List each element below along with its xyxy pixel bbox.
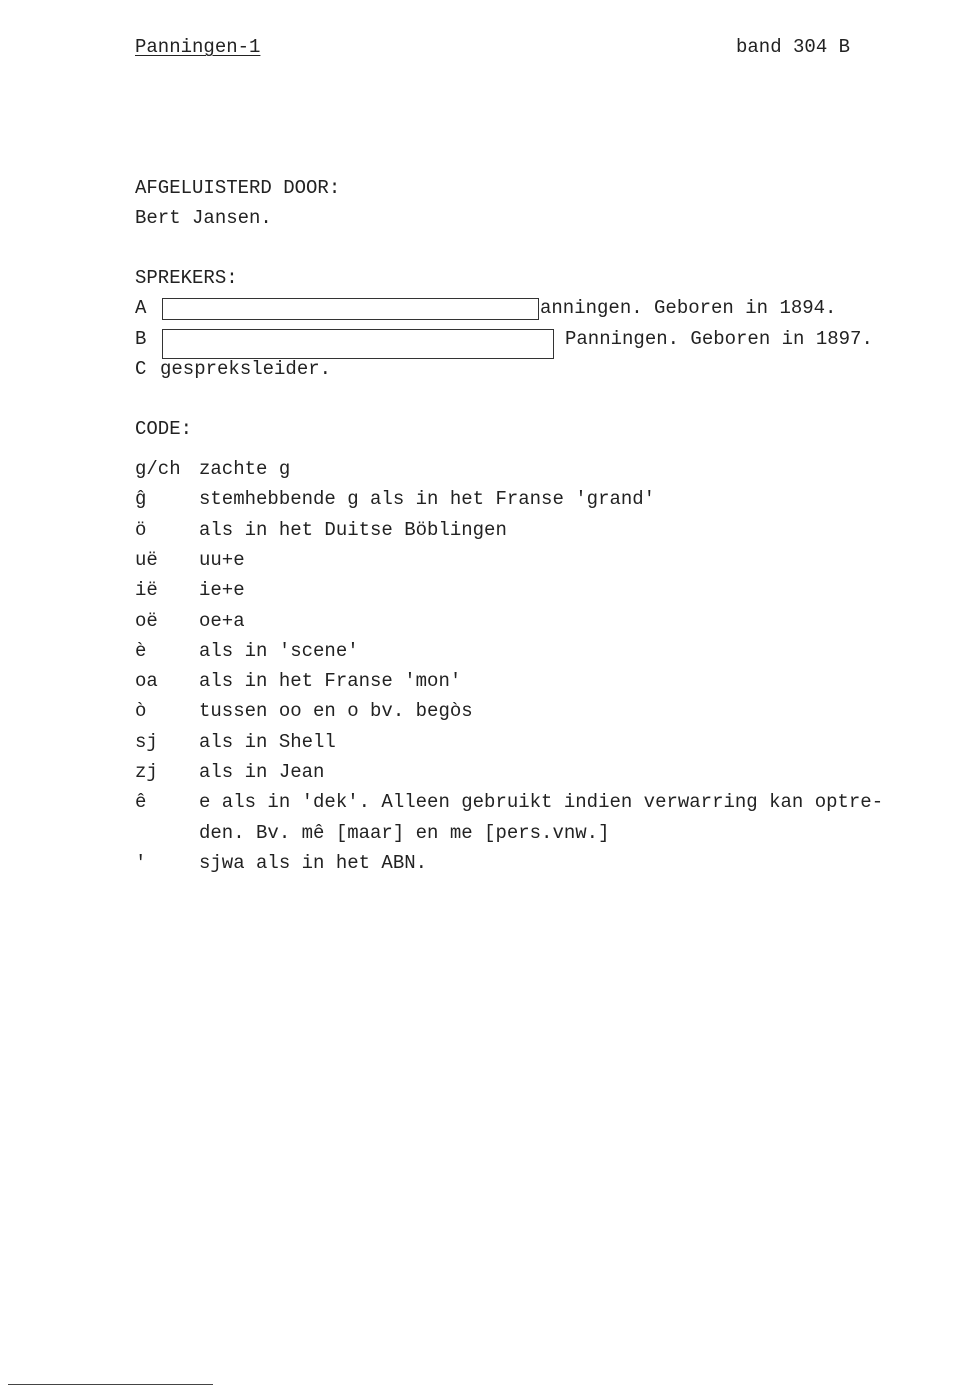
speakers-label: SPREKERS:: [135, 267, 238, 289]
recorded-by-name: Bert Jansen.: [135, 207, 272, 229]
code-key: ò: [135, 700, 147, 722]
speaker-text-c: gespreksleider.: [160, 358, 332, 380]
code-value: als in Shell: [199, 731, 336, 753]
code-key: oë: [135, 610, 158, 632]
code-key: ĝ: [135, 488, 147, 510]
code-key: g/ch: [135, 458, 181, 480]
speaker-text-a: anningen. Geboren in 1894.: [540, 297, 837, 319]
code-key: sj: [135, 731, 158, 753]
footer-rule: [8, 1384, 213, 1385]
code-value: zachte g: [199, 458, 291, 480]
code-key: oa: [135, 670, 158, 692]
code-value: oe+a: [199, 610, 245, 632]
speaker-key-a: A: [135, 297, 147, 319]
code-label: CODE:: [135, 418, 193, 440]
code-value: e als in 'dek'. Alleen gebruikt indien verwarring kan optre-: [199, 791, 884, 813]
speaker-text-b: Panningen. Geboren in 1897.: [565, 328, 873, 350]
speaker-key-c: C: [135, 358, 147, 380]
band-number: band 304 B: [736, 36, 851, 58]
code-key: ië: [135, 579, 158, 601]
recorded-by-label: AFGELUISTERD DOOR:: [135, 177, 341, 199]
code-key: è: [135, 640, 147, 662]
code-key: ê: [135, 791, 147, 813]
code-value: den. Bv. mê [maar] en me [pers.vnw.]: [199, 822, 610, 844]
code-key: zj: [135, 761, 158, 783]
redacted-name-b: [162, 329, 554, 359]
code-value: als in het Duitse Böblingen: [199, 519, 507, 541]
code-value: als in Jean: [199, 761, 325, 783]
code-value: tussen oo en o bv. begòs: [199, 700, 473, 722]
code-key: ': [135, 852, 147, 874]
code-value: ie+e: [199, 579, 245, 601]
speaker-key-b: B: [135, 328, 147, 350]
code-key: ö: [135, 519, 147, 541]
code-value: uu+e: [199, 549, 245, 571]
code-value: als in het Franse 'mon': [199, 670, 462, 692]
code-value: als in 'scene': [199, 640, 359, 662]
document-title: Panningen-1: [135, 36, 261, 58]
code-value: stemhebbende g als in het Franse 'grand': [199, 488, 656, 510]
redacted-name-a: [162, 298, 539, 320]
code-key: uë: [135, 549, 158, 571]
code-value: sjwa als in het ABN.: [199, 852, 428, 874]
